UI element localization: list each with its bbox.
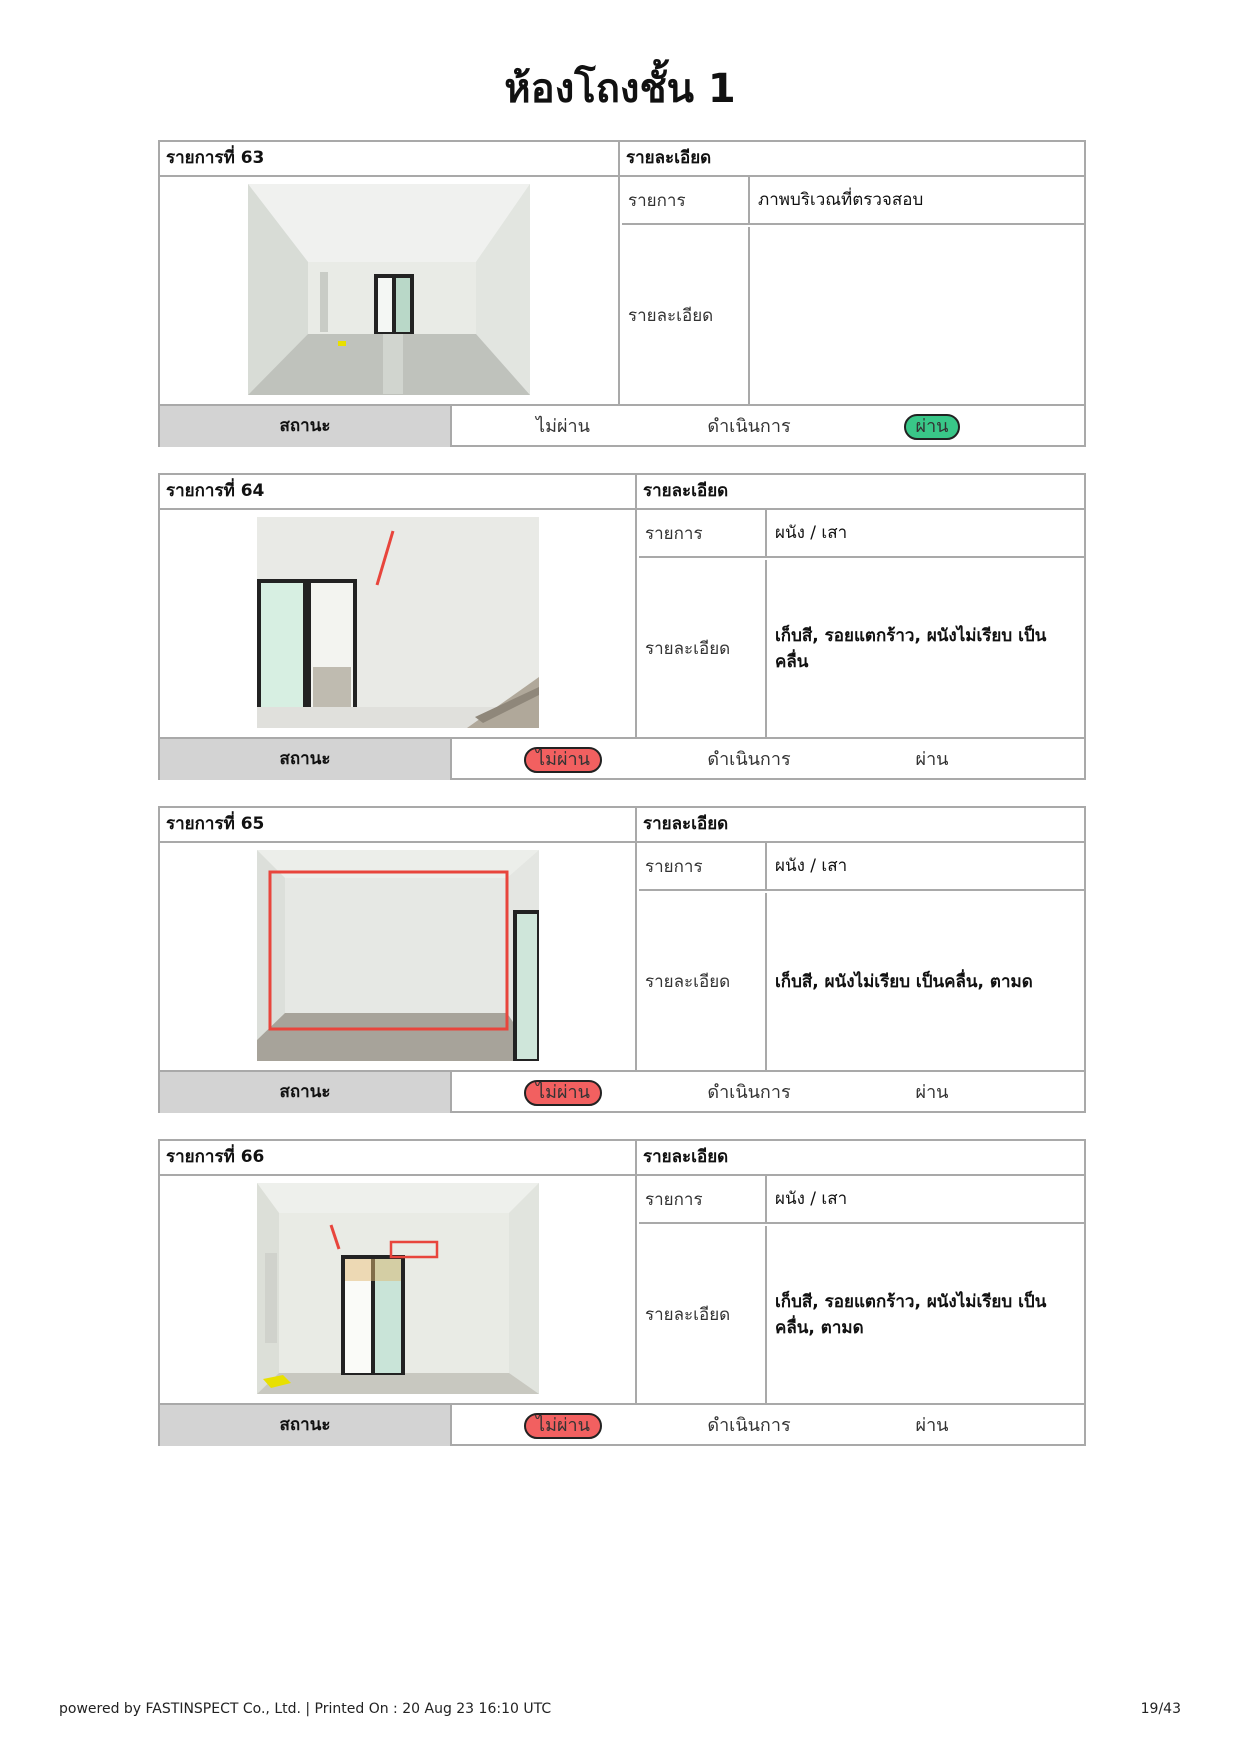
item-key: รายการ — [639, 510, 767, 556]
item-row — [639, 1176, 1084, 1224]
inspection-card-65 — [158, 806, 1086, 1113]
inspection-photo[interactable] — [248, 184, 530, 395]
status-progress-option[interactable]: ดำเนินการ — [707, 749, 791, 770]
card-header — [160, 808, 1084, 843]
detail-row — [639, 560, 1084, 737]
inspection-card-63 — [158, 140, 1086, 447]
detail-key: รายละเอียด — [639, 893, 767, 1070]
photo-cell — [160, 1176, 637, 1403]
status-row — [160, 737, 1084, 780]
item-number: รายการที่ 66 — [160, 1141, 637, 1174]
item-value: ผนัง / เสา — [775, 856, 848, 876]
status-pass-option[interactable]: ผ่าน — [915, 749, 949, 770]
status-fail-option[interactable]: ไม่ผ่าน — [536, 416, 590, 437]
photo-cell — [160, 177, 620, 404]
item-number: รายการที่ 64 — [160, 475, 637, 508]
status-label: สถานะ — [160, 1072, 452, 1113]
detail-value: เก็บสี, รอยแตกร้าว, ผนังไม่เรียบ เป็นคลื่น, ตามด — [775, 1291, 1047, 1338]
inspection-card-64 — [158, 473, 1086, 780]
status-pass-option[interactable]: ผ่าน — [915, 1082, 949, 1103]
item-row — [622, 177, 1084, 225]
photo-cell — [160, 510, 637, 737]
inspection-photo[interactable] — [257, 1183, 539, 1394]
detail-key: รายละเอียด — [639, 1226, 767, 1403]
item-row — [639, 510, 1084, 558]
detail-value — [750, 227, 1084, 404]
status-row — [160, 1070, 1084, 1113]
item-row — [639, 843, 1084, 891]
status-pass-option[interactable]: ผ่าน — [915, 1415, 949, 1436]
card-header — [160, 142, 1084, 177]
status-pass-option[interactable]: ผ่าน — [904, 414, 960, 440]
inspection-card-66 — [158, 1139, 1086, 1446]
status-row — [160, 404, 1084, 447]
item-value: ผนัง / เสา — [775, 1189, 848, 1209]
status-label: สถานะ — [160, 739, 452, 780]
card-header — [160, 1141, 1084, 1176]
detail-header: รายละเอียด — [626, 148, 712, 168]
status-label: สถานะ — [160, 406, 452, 447]
inspection-photo[interactable] — [257, 850, 539, 1061]
detail-header: รายละเอียด — [643, 1147, 729, 1167]
item-number: รายการที่ 65 — [160, 808, 637, 841]
item-value: ผนัง / เสา — [775, 523, 848, 543]
page-title: ห้องโถงชั้น 1 — [504, 66, 736, 112]
item-key: รายการ — [622, 177, 750, 223]
footer-credit: powered by FASTINSPECT Co., Ltd. | Printed On : 20 Aug 23 16:10 UTC — [59, 1701, 552, 1717]
detail-value: เก็บสี, ผนังไม่เรียบ เป็นคลื่น, ตามด — [775, 971, 1033, 992]
detail-value: เก็บสี, รอยแตกร้าว, ผนังไม่เรียบ เป็นคลื่น — [775, 625, 1047, 672]
item-key: รายการ — [639, 1176, 767, 1222]
detail-header: รายละเอียด — [643, 481, 729, 501]
item-number: รายการที่ 63 — [160, 142, 620, 175]
status-progress-option[interactable]: ดำเนินการ — [707, 416, 791, 437]
detail-row — [639, 893, 1084, 1070]
item-value: ภาพบริเวณที่ตรวจสอบ — [758, 190, 924, 210]
item-key: รายการ — [639, 843, 767, 889]
detail-key: รายละเอียด — [622, 227, 750, 404]
status-fail-option[interactable]: ไม่ผ่าน — [524, 1080, 602, 1106]
page-number: 19/43 — [1140, 1701, 1181, 1717]
inspection-photo[interactable] — [257, 517, 539, 728]
status-row — [160, 1403, 1084, 1446]
detail-row — [639, 1226, 1084, 1403]
photo-cell — [160, 843, 637, 1070]
detail-key: รายละเอียด — [639, 560, 767, 737]
status-fail-option[interactable]: ไม่ผ่าน — [524, 1413, 602, 1439]
detail-header: รายละเอียด — [643, 814, 729, 834]
detail-row — [622, 227, 1084, 404]
card-header — [160, 475, 1084, 510]
status-label: สถานะ — [160, 1405, 452, 1446]
status-progress-option[interactable]: ดำเนินการ — [707, 1082, 791, 1103]
status-progress-option[interactable]: ดำเนินการ — [707, 1415, 791, 1436]
status-fail-option[interactable]: ไม่ผ่าน — [524, 747, 602, 773]
